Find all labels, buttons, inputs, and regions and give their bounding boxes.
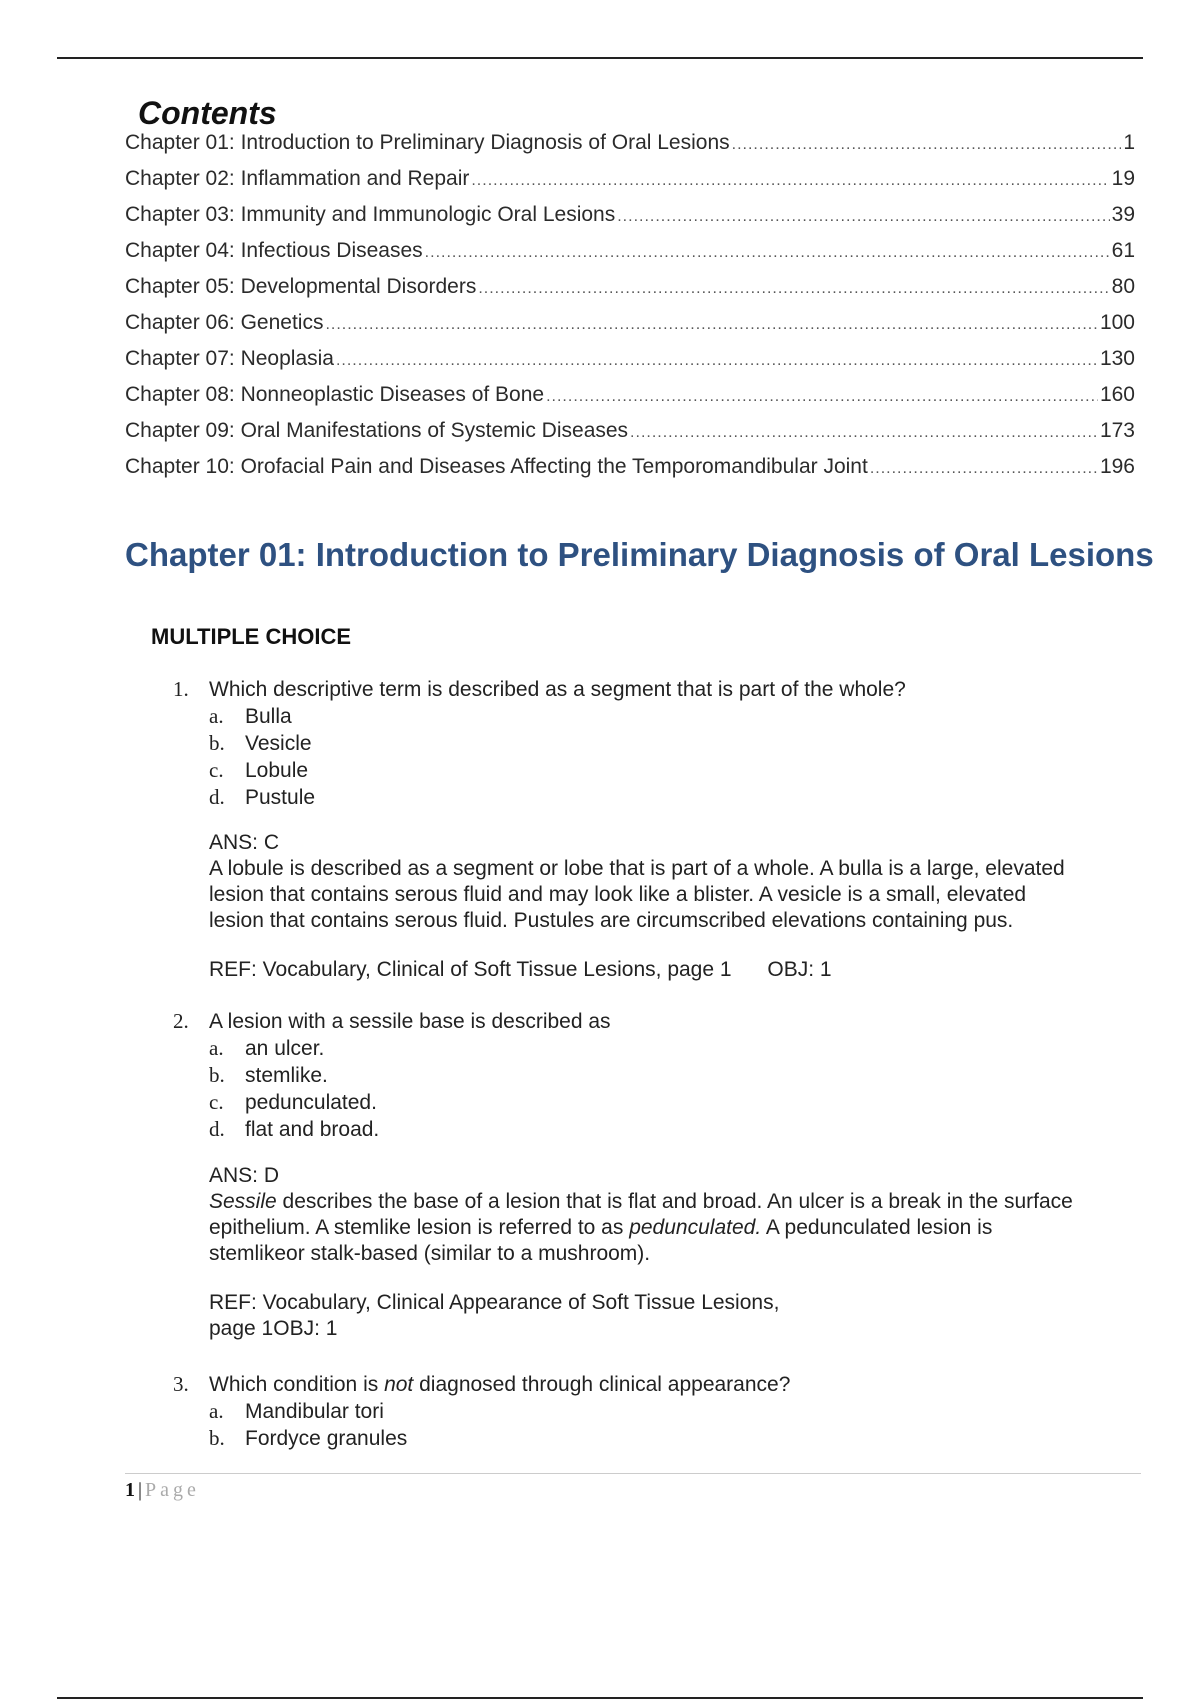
toc-entry-title: Chapter 05: Developmental Disorders [125,275,477,298]
toc-entry-title: Chapter 01: Introduction to Preliminary Diagnosis of Oral Lesions [125,131,730,154]
option-letter: a. [209,704,224,728]
option-letter: a. [209,1036,224,1060]
rationale-line: lesion that contains serous fluid and may look like a blister. A vesicle is a small, elevated [209,883,1027,906]
question-number: 3. [173,1372,189,1396]
toc-entry-page: 173 [1099,419,1135,442]
question-text-part: Which condition is [209,1373,385,1396]
rationale-line: A lobule is described as a segment or lobe that is part of a whole. A bulla is a large, elevated [209,857,1065,880]
reference-2 [209,1290,779,1342]
footer-rule [125,1473,1141,1474]
toc-leader [732,136,1122,154]
answer-option[interactable] [173,758,1133,785]
toc-entry-page: 1 [1123,131,1135,154]
objective-text: OBJ: 1 [767,958,832,981]
toc-entry-title: Chapter 02: Inflammation and Repair [125,167,470,190]
answer-option[interactable] [173,785,1133,812]
page-number: 1 [125,1479,135,1501]
question-3 [173,1372,1133,1453]
toc-leader [478,280,1109,298]
option-text: Vesicle [245,732,312,755]
option-text: an ulcer. [245,1037,325,1060]
option-text: Pustule [245,786,316,809]
toc-entry-title: Chapter 07: Neoplasia [125,347,334,370]
toc-entry-title: Chapter 06: Genetics [125,311,324,334]
question-2 [173,1009,1133,1144]
toc-entry-title: Chapter 04: Infectious Diseases [125,239,423,262]
toc-entry[interactable] [125,131,1135,167]
rationale-line: stemlikeor stalk-based (similar to a mushroom). [209,1242,651,1265]
emphasis-term: pedunculated. [629,1216,762,1239]
emphasis-term: Sessile [209,1190,277,1213]
toc-leader [325,316,1098,334]
option-letter: b. [209,731,225,755]
table-of-contents [125,131,1135,491]
reference-1 [209,957,832,983]
option-text: stemlike. [245,1064,328,1087]
answer-option[interactable] [173,1063,1133,1090]
toc-entry-page: 39 [1111,203,1135,226]
toc-entry[interactable] [125,419,1135,455]
answer-block-2 [209,1163,1129,1267]
toc-entry[interactable] [125,383,1135,419]
answer-option[interactable] [173,704,1133,731]
section-label: MULTIPLE CHOICE [151,624,352,649]
answer-block-1 [209,830,1129,934]
toc-leader [546,388,1098,406]
bottom-rule [57,1697,1143,1699]
toc-entry[interactable] [125,311,1135,347]
toc-entry-page: 196 [1099,455,1135,478]
chapter-heading: Chapter 01: Introduction to Preliminary Diagnosis of Oral Lesions [125,536,1154,573]
toc-leader [425,244,1110,262]
question-1 [173,677,1133,812]
answer-option[interactable] [173,1399,1133,1426]
option-text: pedunculated. [245,1091,377,1114]
answer-option[interactable] [173,1090,1133,1117]
option-letter: b. [209,1426,225,1450]
option-text: Fordyce granules [245,1427,408,1450]
toc-entry-page: 100 [1099,311,1135,334]
question-number: 1. [173,677,189,701]
question-text: Which descriptive term is described as a segment that is part of the whole? [209,678,906,701]
answer-option[interactable] [173,1426,1133,1453]
toc-entry-page: 160 [1099,383,1135,406]
toc-entry-page: 19 [1111,167,1135,190]
toc-leader [471,172,1109,190]
toc-leader [630,424,1098,442]
toc-entry[interactable] [125,347,1135,383]
option-letter: d. [209,1117,225,1141]
toc-entry[interactable] [125,275,1135,311]
option-text: Bulla [245,705,292,728]
option-letter: d. [209,785,225,809]
question-text-part: diagnosed through clinical appearance? [413,1373,791,1396]
rationale-text: describes the base of a lesion that is flat and broad. An ulcer is a break in the surface [276,1190,1073,1213]
footer-separator: | [138,1479,143,1501]
reference-text: REF: Vocabulary, Clinical of Soft Tissue Lesions, page 1 [209,958,732,981]
toc-leader [870,460,1098,478]
option-text: Mandibular tori [245,1400,384,1423]
rationale-text: A pedunculated lesion is [761,1216,993,1239]
question-text: A lesion with a sessile base is described as [209,1010,611,1033]
rationale-line [209,1215,1129,1241]
option-letter: c. [209,758,224,782]
rationale-line [209,1189,1129,1215]
top-rule [57,57,1143,59]
question-number: 2. [173,1009,189,1033]
toc-leader [617,208,1109,226]
page-word: Page [145,1479,200,1501]
answer-key: ANS: C [209,831,280,854]
toc-entry-title: Chapter 10: Orofacial Pain and Diseases Affecting the Temporomandibular Joint [125,455,868,478]
toc-entry[interactable] [125,203,1135,239]
toc-entry-page: 61 [1111,239,1135,262]
option-text: Lobule [245,759,309,782]
reference-text: REF: Vocabulary, Clinical Appearance of Soft Tissue Lesions, [209,1291,780,1314]
contents-title: Contents [138,95,277,131]
toc-entry-title: Chapter 03: Immunity and Immunologic Oral Lesions [125,203,616,226]
toc-leader [336,352,1098,370]
page-footer [125,1479,200,1502]
toc-entry[interactable] [125,167,1135,203]
toc-entry[interactable] [125,455,1135,491]
answer-option[interactable] [173,731,1133,758]
toc-entry-page: 80 [1111,275,1135,298]
option-letter: b. [209,1063,225,1087]
answer-key: ANS: D [209,1164,280,1187]
question-text [209,1373,790,1397]
rationale-text: epithelium. A stemlike lesion is referred to as [209,1216,630,1239]
option-letter: c. [209,1090,224,1114]
option-text: flat and broad. [245,1118,380,1141]
option-letter: a. [209,1399,224,1423]
rationale-line: lesion that contains serous fluid. Pustules are circumscribed elevations containing pus. [209,909,1014,932]
emphasis-term: not [384,1373,414,1396]
toc-entry-page: 130 [1099,347,1135,370]
answer-option[interactable] [173,1117,1133,1144]
toc-entry[interactable] [125,239,1135,275]
reference-text: page 1OBJ: 1 [209,1317,338,1340]
answer-option[interactable] [173,1036,1133,1063]
toc-entry-title: Chapter 09: Oral Manifestations of Systemic Diseases [125,419,629,442]
toc-entry-title: Chapter 08: Nonneoplastic Diseases of Bone [125,383,545,406]
